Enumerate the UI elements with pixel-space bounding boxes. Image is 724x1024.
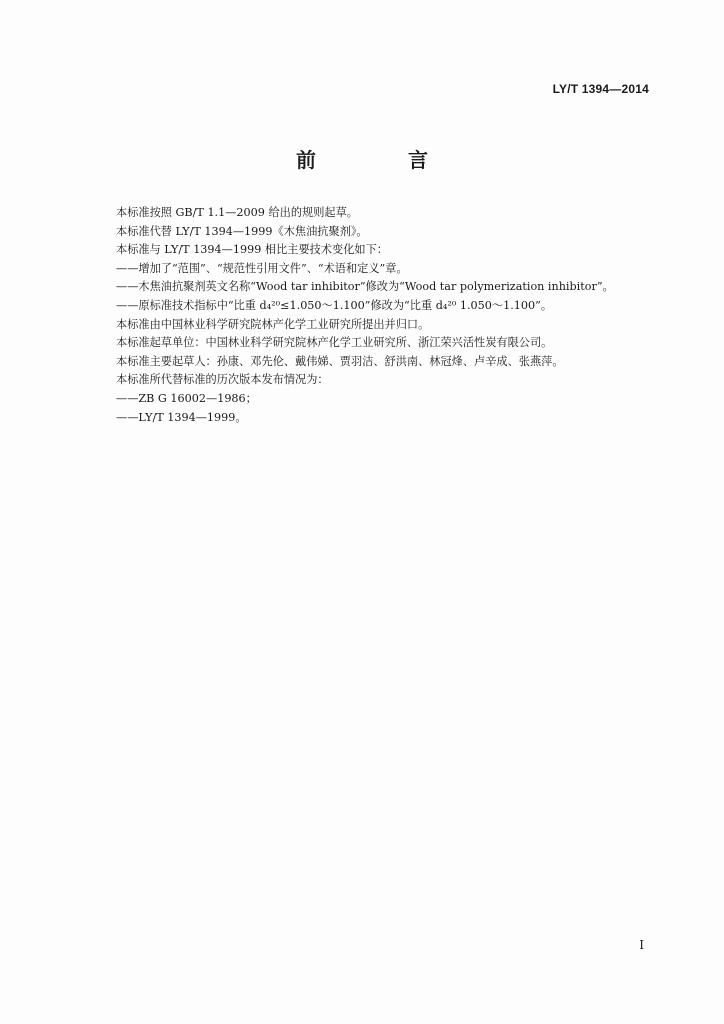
page-title: 前 言 [296,148,464,172]
paragraph: 本标准起草单位：中国林业科学研究院林产化学工业研究所、浙江荣兴活性炭有限公司。 [116,336,553,350]
paragraph: 本标准所代替标准的历次版本发布情况为： [116,373,329,387]
change-item: ——增加了“范围”、“规范性引用文件”、“术语和定义”章。 [116,261,408,275]
paragraph: 本标准代替 LY/T 1394—1999《木焦油抗聚剂》。 [116,224,368,238]
paragraph: 本标准按照 GB/T 1.1—2009 给出的规则起草。 [116,206,358,219]
paragraph: 本标准主要起草人：孙康、邓先伦、戴伟娣、贾羽洁、舒洪南、林冠烽、卢辛成、张燕萍。 [116,354,564,368]
foreword-body [116,204,656,427]
page-number: I [639,938,644,952]
paragraph: 本标准由中国林业科学研究院林产化学工业研究所提出并归口。 [116,317,430,331]
change-item: ——木焦油抗聚剂英文名称“Wood tar inhibitor”修改为“Wood tar polymerization inhibitor”。 [116,280,614,294]
change-item: ——原标准技术指标中“比重 d₄²⁰≤1.050～1.100”修改为“比重 d₄²⁰ 1.050～1.100”。 [116,298,553,312]
standard-code: LY/T 1394—2014 [552,82,649,96]
paragraph: 本标准与 LY/T 1394—1999 相比主要技术变化如下： [116,243,388,257]
edition-item: ——LY/T 1394—1999。 [116,410,247,424]
edition-item: ——ZB G 16002—1986； [116,391,257,405]
